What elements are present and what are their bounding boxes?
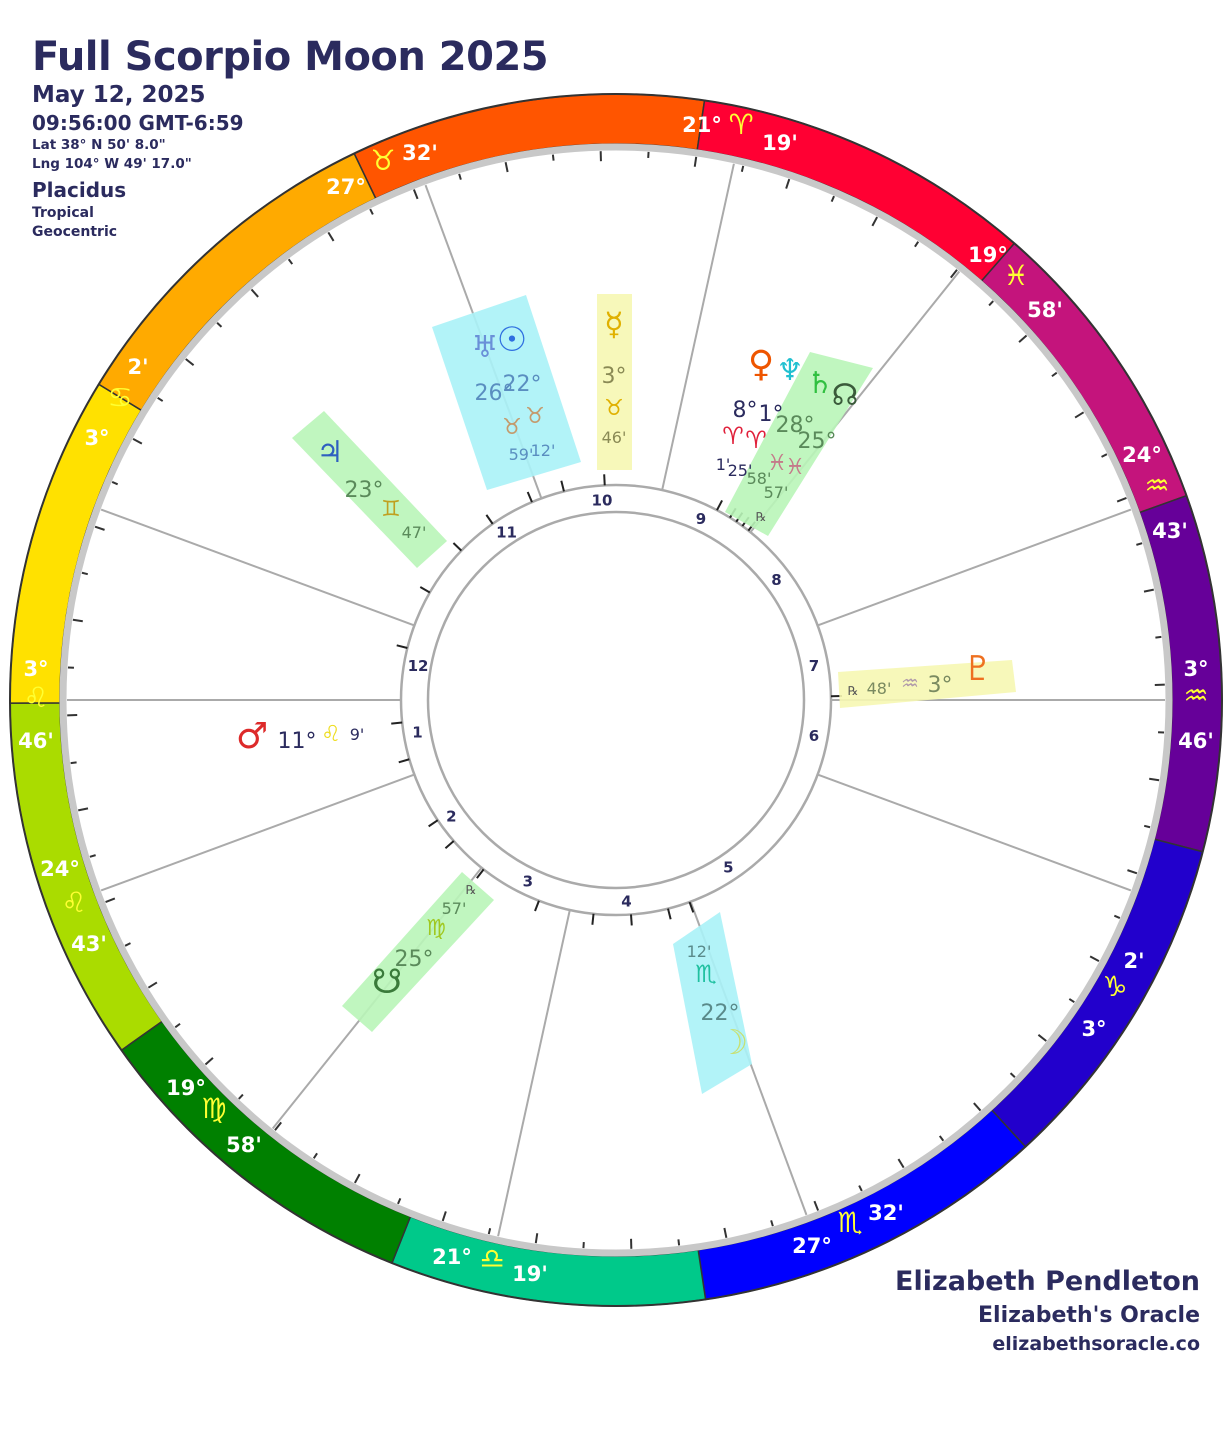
planet-sign-glyph: ♈ <box>745 426 767 454</box>
planet-glyph: ☽ <box>717 1023 749 1063</box>
planet-degree: 3° <box>601 364 627 389</box>
degree-tick <box>1155 637 1161 638</box>
cusp-degree: 21° <box>682 113 722 137</box>
cusp-sign-glyph: ♋ <box>107 381 133 414</box>
house-number-7: 7 <box>808 657 820 676</box>
planet-glyph: ♆ <box>776 353 804 388</box>
house-ring-tick <box>592 914 593 925</box>
planet-minutes: 46' <box>601 428 627 447</box>
cusp-minutes: 43' <box>1152 519 1188 543</box>
planet-minutes: 12' <box>530 441 556 460</box>
planet-sign-glyph: ♌ <box>321 722 341 747</box>
cusp-minutes: 43' <box>71 932 107 956</box>
planet-sign-glyph: ♉ <box>502 415 522 440</box>
chart-time: 09:56:00 GMT-6:59 <box>32 111 244 135</box>
house-number-9: 9 <box>695 509 707 528</box>
planet-glyph: ☋ <box>371 962 403 1002</box>
planet-degree: 11° <box>277 729 317 754</box>
planet-glyph: ♅ <box>471 330 499 365</box>
cusp-sign-glyph: ♌ <box>61 886 87 919</box>
retrograde-marker: ℞ <box>465 883 477 897</box>
planet-degree: 28° <box>775 413 815 438</box>
zodiac-type: Tropical <box>32 205 94 221</box>
planet-minutes: 9' <box>349 725 365 744</box>
retrograde-marker: ℞ <box>755 510 767 524</box>
cusp-minutes: 32' <box>868 1201 904 1225</box>
house-system: Placidus <box>32 178 127 202</box>
cusp-sign-glyph: ♑ <box>1102 970 1128 1003</box>
planet-glyph: ☿ <box>604 305 624 343</box>
house-number-1: 1 <box>412 723 423 742</box>
planet-sign-glyph: ♒ <box>901 671 919 695</box>
planet-minutes: 47' <box>401 523 427 542</box>
cusp-sign-glyph: ♈ <box>728 108 754 141</box>
planet-glyph: ♃ <box>316 435 344 470</box>
planet-degree: 3° <box>927 673 953 698</box>
planet-sign-glyph: ♈ <box>722 422 744 450</box>
cusp-degree: 32' <box>402 141 438 165</box>
house-number-4: 4 <box>621 892 632 911</box>
house-number-11: 11 <box>496 523 517 542</box>
planet-sign-glyph: ♉ <box>525 404 545 429</box>
cusp-minutes: 58' <box>1027 298 1063 322</box>
cusp-sign-glyph: ♉ <box>370 144 396 177</box>
degree-tick <box>82 573 88 574</box>
house-number-3: 3 <box>522 872 534 891</box>
cusp-minutes: 19' <box>762 131 798 155</box>
author-name: Elizabeth Pendleton <box>895 1266 1200 1297</box>
house-number-5: 5 <box>723 858 734 877</box>
planet-glyph: ♇ <box>962 649 994 689</box>
cusp-degree: 19° <box>968 243 1008 267</box>
cusp-minutes: 46' <box>1178 729 1214 753</box>
retrograde-marker: ℞ <box>847 684 859 698</box>
cusp-degree: 27° <box>792 1234 832 1258</box>
brand-name: Elizabeth's Oracle <box>978 1303 1200 1328</box>
planet-degree: 1° <box>758 402 784 427</box>
degree-tick <box>71 762 77 763</box>
cusp-degree: 24° <box>1122 443 1162 467</box>
cusp-sign-glyph: ♒ <box>1144 469 1170 502</box>
cusp-degree: 24° <box>40 857 80 881</box>
planet-minutes: 48' <box>866 679 892 698</box>
degree-tick <box>553 155 554 161</box>
house-ring-tick <box>631 914 632 925</box>
house-number-2: 2 <box>446 807 457 826</box>
degree-tick <box>678 1239 679 1245</box>
planet-minutes: 57' <box>441 899 467 918</box>
cusp-sign-glyph: ♏ <box>837 1206 863 1239</box>
planet-minutes: 1' <box>715 455 731 474</box>
planet-glyph: ☉ <box>496 320 528 360</box>
planet-sign-glyph: ♓ <box>767 451 787 476</box>
planet-sign-glyph: ♉ <box>604 396 624 421</box>
cusp-sign-glyph: ♓ <box>1003 259 1029 292</box>
planet-glyph: ♂ <box>235 716 269 757</box>
cusp-label <box>18 657 54 753</box>
planet-degree: 25° <box>394 947 434 972</box>
cusp-sign-glyph: ♌ <box>23 681 49 714</box>
degree-tick <box>742 166 743 172</box>
cusp-minutes: 3° <box>84 426 110 450</box>
planet-degree: 26° <box>474 381 514 406</box>
cusp-minutes: 3° <box>1081 1017 1107 1041</box>
cusp-degree: 2' <box>127 355 149 379</box>
planet-degree: 23° <box>344 478 384 503</box>
cusp-minutes: 58' <box>226 1133 262 1157</box>
planet-degree: 25° <box>797 429 837 454</box>
planet-minutes: 59' <box>508 445 534 464</box>
house-number-8: 8 <box>771 571 782 590</box>
house-ring-tick <box>391 722 402 723</box>
planet-sign-glyph: ♍ <box>426 916 446 941</box>
cusp-minutes: 46' <box>18 729 54 753</box>
chart-title: Full Scorpio Moon 2025 <box>32 34 549 80</box>
cusp-minutes: 19' <box>512 1262 548 1286</box>
house-ring-tick <box>604 474 605 485</box>
chart-latitude: Lat 38° N 50' 8.0" <box>32 137 166 153</box>
degree-tick <box>1144 826 1150 827</box>
planet-minutes: 12' <box>686 942 712 961</box>
cusp-degree: 3° <box>23 657 49 681</box>
cusp-degree: 21° <box>432 1245 472 1269</box>
cusp-degree: 19° <box>166 1076 206 1100</box>
house-number-12: 12 <box>407 657 429 676</box>
chart-date: May 12, 2025 <box>32 82 206 108</box>
cusp-sign-glyph: ♒ <box>1183 679 1209 712</box>
cusp-degree: 2' <box>1123 949 1145 973</box>
planet-glyph: ♀ <box>747 344 775 385</box>
planet-minutes: 57' <box>763 483 789 502</box>
planet-minutes: 25' <box>727 461 753 480</box>
planet-glyph: ♄ <box>806 366 834 401</box>
author-credit <box>895 1264 1200 1357</box>
cusp-degree: 3° <box>1183 657 1209 681</box>
cusp-label <box>1178 657 1214 753</box>
website-link[interactable]: elizabethsoracle.co <box>992 1333 1200 1355</box>
chart-perspective: Geocentric <box>32 224 118 240</box>
planet-sign-glyph: ♊ <box>381 497 401 522</box>
planet-minutes: 58' <box>746 469 772 488</box>
house-number-10: 10 <box>591 491 613 510</box>
cusp-minutes: 27° <box>326 175 366 199</box>
cusp-sign-glyph: ♎ <box>479 1242 505 1275</box>
house-ring-inner <box>428 509 804 888</box>
chart-longitude: Lng 104° W 49' 17.0" <box>32 156 192 172</box>
degree-tick <box>489 1228 490 1234</box>
planet-glyph: ☊ <box>831 378 859 413</box>
cusp-sign-glyph: ♍ <box>201 1092 227 1125</box>
planet-degree: 22° <box>502 372 542 397</box>
planet-sign-glyph: ♏ <box>695 960 717 988</box>
house-number-6: 6 <box>808 726 820 745</box>
planet-degree: 8° <box>732 398 758 423</box>
planet-sign-glyph: ♓ <box>785 455 805 480</box>
planet-degree: 22° <box>700 1001 740 1026</box>
